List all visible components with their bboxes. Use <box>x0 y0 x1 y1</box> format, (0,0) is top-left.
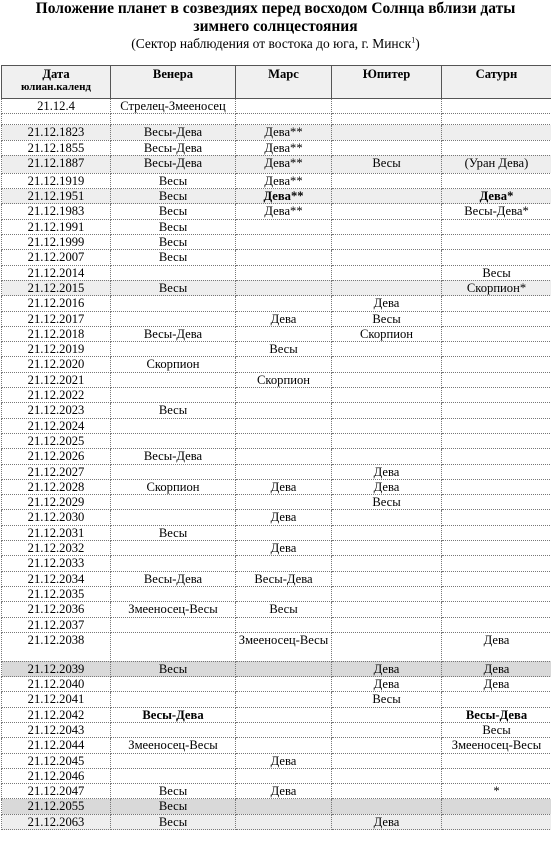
cell-mars <box>236 388 332 403</box>
cell-venus <box>111 722 236 737</box>
table-row <box>2 155 551 173</box>
cell-saturn <box>442 495 551 510</box>
cell-jupiter <box>332 617 442 632</box>
cell-jupiter <box>332 388 442 403</box>
cell-jupiter <box>332 433 442 448</box>
cell-date: 21.12.2017 <box>2 311 111 326</box>
cell-saturn <box>442 586 551 601</box>
table-row <box>2 495 551 510</box>
cell-saturn <box>442 692 551 707</box>
table-row <box>2 357 551 372</box>
cell-jupiter <box>332 114 442 125</box>
table-row <box>2 677 551 692</box>
cell-mars: Дева <box>236 311 332 326</box>
cell-saturn <box>442 525 551 540</box>
cell-date: 21.12.2038 <box>2 632 111 661</box>
cell-mars: Дева <box>236 510 332 525</box>
cell-mars <box>236 265 332 280</box>
cell-venus <box>111 418 236 433</box>
cell-mars <box>236 722 332 737</box>
cell-jupiter <box>332 525 442 540</box>
table-row <box>2 602 551 617</box>
cell-venus <box>111 495 236 510</box>
cell-date: 21.12.2022 <box>2 388 111 403</box>
table-row <box>2 479 551 494</box>
cell-venus: Весы <box>111 250 236 265</box>
table-row <box>2 189 551 204</box>
cell-saturn <box>442 571 551 586</box>
cell-mars: Дева <box>236 541 332 556</box>
subtitle-text: (Сектор наблюдения от востока до юга, г. Минск <box>131 36 412 51</box>
cell-saturn <box>442 125 551 140</box>
cell-date: 21.12.1823 <box>2 125 111 140</box>
cell-venus: Стрелец-Змееносец <box>111 99 236 114</box>
table-row <box>2 692 551 707</box>
table-header-row <box>2 66 551 99</box>
cell-saturn <box>442 464 551 479</box>
cell-date: 21.12.2021 <box>2 372 111 387</box>
cell-jupiter <box>332 372 442 387</box>
cell-venus: Весы-Дева <box>111 449 236 464</box>
cell-venus: Весы <box>111 403 236 418</box>
cell-date: 21.12.2015 <box>2 280 111 295</box>
table-row <box>2 738 551 753</box>
cell-mars <box>236 418 332 433</box>
cell-saturn <box>442 357 551 372</box>
cell-venus: Змееносец-Весы <box>111 602 236 617</box>
cell-date: 21.12.4 <box>2 99 111 114</box>
cell-date: 21.12.2055 <box>2 799 111 814</box>
cell-jupiter <box>332 556 442 571</box>
cell-mars <box>236 280 332 295</box>
cell-venus <box>111 692 236 707</box>
cell-saturn: Весы <box>442 265 551 280</box>
cell-jupiter <box>332 418 442 433</box>
cell-date: 21.12.2025 <box>2 433 111 448</box>
table-row <box>2 753 551 768</box>
cell-venus: Скорпион <box>111 479 236 494</box>
cell-saturn: Дева <box>442 632 551 661</box>
cell-venus: Весы-Дева <box>111 326 236 341</box>
cell-venus <box>111 433 236 448</box>
cell-jupiter: Дева <box>332 296 442 311</box>
cell-venus <box>111 617 236 632</box>
cell-jupiter <box>332 707 442 722</box>
cell-mars: Скорпион <box>236 372 332 387</box>
cell-venus: Весы <box>111 189 236 204</box>
cell-saturn <box>442 114 551 125</box>
cell-saturn <box>442 617 551 632</box>
cell-date: 21.12.2042 <box>2 707 111 722</box>
cell-date: 21.12.2040 <box>2 677 111 692</box>
cell-date: 21.12.2063 <box>2 814 111 829</box>
cell-mars <box>236 464 332 479</box>
cell-saturn <box>442 388 551 403</box>
col-mars-header: Марс <box>236 66 332 99</box>
cell-date <box>2 114 111 125</box>
cell-venus: Весы <box>111 173 236 188</box>
cell-saturn <box>442 556 551 571</box>
cell-saturn <box>442 250 551 265</box>
cell-date: 21.12.1999 <box>2 235 111 250</box>
cell-venus <box>111 541 236 556</box>
cell-date: 21.12.2031 <box>2 525 111 540</box>
cell-jupiter <box>332 602 442 617</box>
cell-venus: Весы <box>111 204 236 219</box>
cell-date: 21.12.2019 <box>2 342 111 357</box>
cell-jupiter <box>332 140 442 155</box>
table-row <box>2 525 551 540</box>
cell-jupiter <box>332 632 442 661</box>
cell-mars <box>236 768 332 783</box>
cell-date: 21.12.2043 <box>2 722 111 737</box>
cell-mars: Дева <box>236 479 332 494</box>
cell-mars: Весы <box>236 602 332 617</box>
col-venus-header: Венера <box>111 66 236 99</box>
table-row <box>2 768 551 783</box>
table-row <box>2 433 551 448</box>
cell-mars <box>236 738 332 753</box>
cell-date: 21.12.2033 <box>2 556 111 571</box>
cell-venus: Весы <box>111 784 236 799</box>
col-saturn-header: Сатурн <box>442 66 551 99</box>
cell-mars <box>236 495 332 510</box>
cell-mars: Змееносец-Весы <box>236 632 332 661</box>
cell-date: 21.12.1919 <box>2 173 111 188</box>
cell-date: 21.12.2034 <box>2 571 111 586</box>
cell-jupiter <box>332 265 442 280</box>
cell-jupiter <box>332 571 442 586</box>
cell-saturn <box>442 753 551 768</box>
cell-date: 21.12.2024 <box>2 418 111 433</box>
cell-date: 21.12.2046 <box>2 768 111 783</box>
table-row <box>2 541 551 556</box>
cell-mars <box>236 114 332 125</box>
cell-jupiter: Дева <box>332 661 442 676</box>
cell-venus <box>111 342 236 357</box>
cell-venus: Весы <box>111 219 236 234</box>
table-row <box>2 99 551 114</box>
cell-venus <box>111 388 236 403</box>
cell-mars: Весы-Дева <box>236 571 332 586</box>
cell-mars <box>236 219 332 234</box>
cell-date: 21.12.2016 <box>2 296 111 311</box>
cell-mars <box>236 296 332 311</box>
cell-venus: Весы <box>111 235 236 250</box>
cell-jupiter <box>332 189 442 204</box>
cell-saturn <box>442 342 551 357</box>
cell-jupiter <box>332 342 442 357</box>
table-row <box>2 235 551 250</box>
cell-saturn <box>442 372 551 387</box>
table-row <box>2 707 551 722</box>
table-row <box>2 296 551 311</box>
cell-venus <box>111 510 236 525</box>
cell-date: 21.12.2018 <box>2 326 111 341</box>
table-row <box>2 250 551 265</box>
cell-saturn <box>442 219 551 234</box>
cell-saturn <box>442 418 551 433</box>
cell-mars <box>236 661 332 676</box>
cell-venus <box>111 296 236 311</box>
cell-date: 21.12.2026 <box>2 449 111 464</box>
cell-venus: Весы <box>111 661 236 676</box>
table-row <box>2 219 551 234</box>
cell-date: 21.12.1983 <box>2 204 111 219</box>
cell-saturn: Весы <box>442 722 551 737</box>
col-date-sublabel: юлиан.календ <box>21 81 91 93</box>
cell-venus <box>111 632 236 661</box>
cell-jupiter <box>332 125 442 140</box>
cell-jupiter: Дева <box>332 479 442 494</box>
cell-saturn <box>442 768 551 783</box>
cell-saturn <box>442 602 551 617</box>
cell-jupiter <box>332 219 442 234</box>
cell-jupiter <box>332 99 442 114</box>
cell-date: 21.12.2029 <box>2 495 111 510</box>
footnote-mark: 1 <box>411 35 416 45</box>
table-row <box>2 661 551 676</box>
cell-date: 21.12.2036 <box>2 602 111 617</box>
cell-venus: Весы <box>111 525 236 540</box>
cell-mars: Дева** <box>236 125 332 140</box>
cell-venus: Весы-Дева <box>111 571 236 586</box>
cell-jupiter <box>332 784 442 799</box>
cell-saturn: Весы-Дева <box>442 707 551 722</box>
cell-saturn: Дева* <box>442 189 551 204</box>
table-body <box>2 99 551 830</box>
cell-jupiter: Дева <box>332 464 442 479</box>
cell-mars: Дева <box>236 784 332 799</box>
table-row <box>2 311 551 326</box>
cell-mars <box>236 357 332 372</box>
col-jupiter-header: Юпитер <box>332 66 442 99</box>
cell-saturn <box>442 326 551 341</box>
cell-mars <box>236 326 332 341</box>
cell-jupiter: Дева <box>332 814 442 829</box>
cell-mars: Дева** <box>236 204 332 219</box>
col-date-header <box>2 66 111 99</box>
cell-mars <box>236 814 332 829</box>
table-row <box>2 372 551 387</box>
cell-date: 21.12.2044 <box>2 738 111 753</box>
cell-jupiter: Дева <box>332 677 442 692</box>
table-row <box>2 204 551 219</box>
cell-jupiter <box>332 403 442 418</box>
cell-venus: Весы <box>111 814 236 829</box>
cell-jupiter <box>332 541 442 556</box>
cell-saturn: Скорпион* <box>442 280 551 295</box>
table-row <box>2 464 551 479</box>
table-row <box>2 342 551 357</box>
table-row <box>2 280 551 295</box>
cell-saturn: Змееносец-Весы <box>442 738 551 753</box>
cell-date: 21.12.1991 <box>2 219 111 234</box>
cell-mars <box>236 586 332 601</box>
table-row <box>2 173 551 188</box>
cell-saturn <box>442 311 551 326</box>
cell-date: 21.12.1855 <box>2 140 111 155</box>
cell-saturn <box>442 541 551 556</box>
cell-mars <box>236 449 332 464</box>
cell-mars <box>236 525 332 540</box>
cell-venus <box>111 753 236 768</box>
table-row <box>2 632 551 661</box>
page-title: Положение планет в созвездиях перед восходом Солнца вблизи даты зимнего солнцестояния <box>35 0 516 35</box>
cell-saturn <box>442 510 551 525</box>
cell-jupiter <box>332 738 442 753</box>
cell-saturn: * <box>442 784 551 799</box>
cell-venus: Весы-Дева <box>111 125 236 140</box>
cell-venus: Весы <box>111 799 236 814</box>
cell-mars <box>236 692 332 707</box>
table-row <box>2 799 551 814</box>
cell-saturn <box>442 173 551 188</box>
cell-mars <box>236 617 332 632</box>
cell-saturn <box>442 814 551 829</box>
cell-jupiter <box>332 173 442 188</box>
cell-date: 21.12.2045 <box>2 753 111 768</box>
cell-venus <box>111 311 236 326</box>
cell-date: 21.12.2030 <box>2 510 111 525</box>
cell-saturn <box>442 296 551 311</box>
cell-mars <box>236 707 332 722</box>
cell-jupiter: Весы <box>332 155 442 173</box>
cell-mars <box>236 403 332 418</box>
table-row <box>2 571 551 586</box>
cell-saturn <box>442 479 551 494</box>
table-row <box>2 722 551 737</box>
table-row <box>2 784 551 799</box>
cell-jupiter: Весы <box>332 495 442 510</box>
cell-mars <box>236 556 332 571</box>
cell-date: 21.12.2041 <box>2 692 111 707</box>
cell-saturn <box>442 449 551 464</box>
cell-jupiter <box>332 235 442 250</box>
cell-mars <box>236 235 332 250</box>
cell-saturn <box>442 403 551 418</box>
cell-mars: Дева** <box>236 140 332 155</box>
cell-venus <box>111 768 236 783</box>
table-row <box>2 510 551 525</box>
cell-venus <box>111 265 236 280</box>
cell-saturn: Дева <box>442 677 551 692</box>
cell-mars: Дева <box>236 753 332 768</box>
cell-venus: Змееносец-Весы <box>111 738 236 753</box>
cell-venus: Весы-Дева <box>111 155 236 173</box>
document-header <box>0 0 551 52</box>
cell-date: 21.12.2039 <box>2 661 111 676</box>
cell-date: 21.12.2027 <box>2 464 111 479</box>
table-row <box>2 140 551 155</box>
page-subtitle <box>0 36 551 52</box>
cell-venus: Весы <box>111 280 236 295</box>
table-row <box>2 814 551 829</box>
table-row <box>2 326 551 341</box>
cell-mars: Дева** <box>236 173 332 188</box>
cell-jupiter <box>332 250 442 265</box>
cell-date: 21.12.2028 <box>2 479 111 494</box>
cell-saturn: Дева <box>442 661 551 676</box>
cell-jupiter: Скорпион <box>332 326 442 341</box>
cell-jupiter <box>332 280 442 295</box>
cell-venus: Весы-Дева <box>111 707 236 722</box>
cell-jupiter <box>332 768 442 783</box>
table-row <box>2 418 551 433</box>
table-row <box>2 617 551 632</box>
cell-jupiter: Весы <box>332 311 442 326</box>
cell-jupiter <box>332 449 442 464</box>
cell-date: 21.12.2020 <box>2 357 111 372</box>
table-row <box>2 114 551 125</box>
cell-mars: Дева** <box>236 155 332 173</box>
cell-saturn <box>442 235 551 250</box>
cell-date: 21.12.2007 <box>2 250 111 265</box>
cell-date: 21.12.1887 <box>2 155 111 173</box>
cell-saturn: (Уран Дева) <box>442 155 551 173</box>
cell-mars: Весы <box>236 342 332 357</box>
cell-date: 21.12.2032 <box>2 541 111 556</box>
cell-mars <box>236 799 332 814</box>
cell-venus <box>111 677 236 692</box>
cell-venus <box>111 464 236 479</box>
cell-mars <box>236 99 332 114</box>
table-row <box>2 403 551 418</box>
cell-venus <box>111 114 236 125</box>
cell-date: 21.12.1951 <box>2 189 111 204</box>
cell-jupiter <box>332 722 442 737</box>
cell-jupiter <box>332 357 442 372</box>
cell-date: 21.12.2047 <box>2 784 111 799</box>
cell-saturn <box>442 799 551 814</box>
table-row <box>2 125 551 140</box>
table-row <box>2 388 551 403</box>
cell-date: 21.12.2037 <box>2 617 111 632</box>
table-row <box>2 556 551 571</box>
cell-date: 21.12.2035 <box>2 586 111 601</box>
table-row <box>2 265 551 280</box>
table-row <box>2 586 551 601</box>
cell-date: 21.12.2023 <box>2 403 111 418</box>
cell-jupiter <box>332 204 442 219</box>
cell-mars <box>236 433 332 448</box>
cell-jupiter <box>332 753 442 768</box>
planet-table <box>1 65 551 830</box>
cell-saturn <box>442 140 551 155</box>
cell-saturn <box>442 99 551 114</box>
cell-jupiter <box>332 586 442 601</box>
cell-jupiter: Весы <box>332 692 442 707</box>
cell-venus <box>111 372 236 387</box>
subtitle-end: ) <box>415 36 420 51</box>
cell-saturn <box>442 433 551 448</box>
cell-mars <box>236 677 332 692</box>
cell-date: 21.12.2014 <box>2 265 111 280</box>
cell-jupiter <box>332 799 442 814</box>
cell-mars: Дева** <box>236 189 332 204</box>
cell-jupiter <box>332 510 442 525</box>
cell-venus <box>111 586 236 601</box>
table-row <box>2 449 551 464</box>
cell-venus: Скорпион <box>111 357 236 372</box>
cell-saturn: Весы-Дева* <box>442 204 551 219</box>
cell-venus: Весы-Дева <box>111 140 236 155</box>
col-date-label: Дата <box>42 67 70 81</box>
cell-venus <box>111 556 236 571</box>
cell-mars <box>236 250 332 265</box>
